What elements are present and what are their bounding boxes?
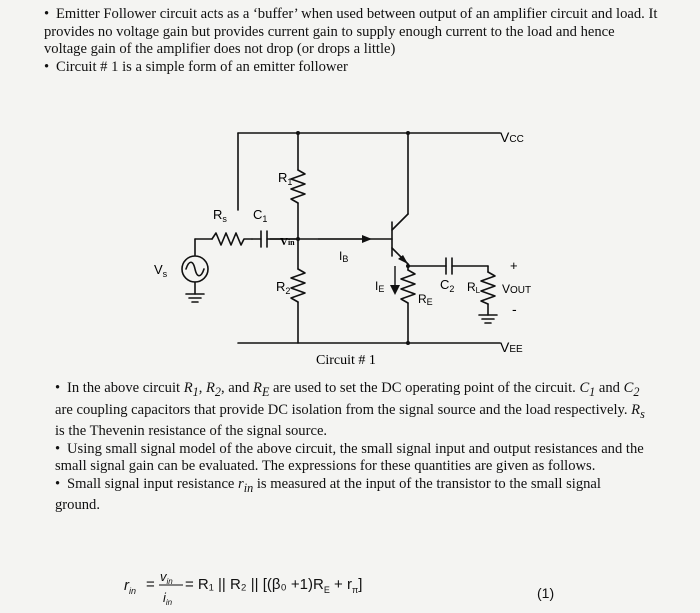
c1-label: $C_1$ [253,207,268,224]
re-label: RE [418,292,433,307]
explanation-text [55,380,645,515]
intro-bullet-2: • Circuit # 1 is a simple form of an emitter follower [44,58,348,75]
vout-plus-label: + [510,258,518,273]
body-bullet-2: • Using small signal model of the above circuit, the small signal input and output resistances and the small signal gain can be evaluated. The expressions for these quantities are given as follows. [55,440,644,475]
vout-label: VOUT [502,282,532,296]
vcc-label: VCC [500,129,524,145]
rl-label: RL [467,280,481,295]
r2-resistor [291,269,305,302]
bullet-icon: • [44,58,50,75]
transistor-collector [392,214,408,230]
c2-label: $C_2$ [440,277,455,294]
bullet-icon: • [44,6,50,22]
eq-denominator: $i_{in}$ [163,590,173,607]
vin-label: Vin [280,236,295,248]
eq-lhs: $r_{in}$ [124,577,137,596]
ie-label: IE [375,279,385,294]
eq-number: (1) [537,585,555,601]
body-bullet-3: • Small signal input resistance $r_{in}$ is measured at the input of the transistor to the small signal ground. [55,475,601,514]
rl-resistor [481,272,495,304]
ie-arrow-icon [390,285,400,295]
bullet-icon: • [55,475,61,492]
vs-sine [186,262,204,276]
r1-resistor [291,170,305,203]
ib-label: IB [339,249,349,264]
eq-numerator: $v_{in}$ [160,569,173,586]
eq-rhs: = R₁ || R₂ || $[(\beta_0 +1)R_E + r_\pi]$ [185,576,363,595]
bullet-icon: • [55,440,61,457]
vout-minus-label: - [512,301,517,317]
body-bullet-1: • In the above circuit $R_1$, $R_2$, and $R_E$ are used to set the DC operating point of the circuit. $C_1$ and $C_2$ are coupling capacitors that provide DC isolation from the signal source and the load respectively. $R_s$ is the Thevenin resistance of the signal source. [55,380,645,439]
rs-resistor [212,233,252,245]
vs-label: $V_s$ [154,262,168,279]
circuit-caption: Circuit # 1 [316,353,376,368]
r1-label: $R_1$ [278,170,293,187]
bullet-icon: • [55,380,61,396]
ib-arrow-icon [362,235,372,243]
r2-label: $R_2$ [276,279,291,296]
input-resistance-equation [0,560,700,613]
re-resistor [401,270,415,303]
vee-label: VEE [500,339,523,355]
rs-label: $R_s$ [213,207,227,224]
intro-bullet-1: • Emitter Follower circuit acts as a ‘buffer’ when used between output of an amplifier circuit and load. It provides no voltage gain but provides current gain to supply enough current to the load and hence voltage gain of the amplifier does not drop (or drops a little) [44,6,658,58]
eq-equals: = [146,576,155,593]
